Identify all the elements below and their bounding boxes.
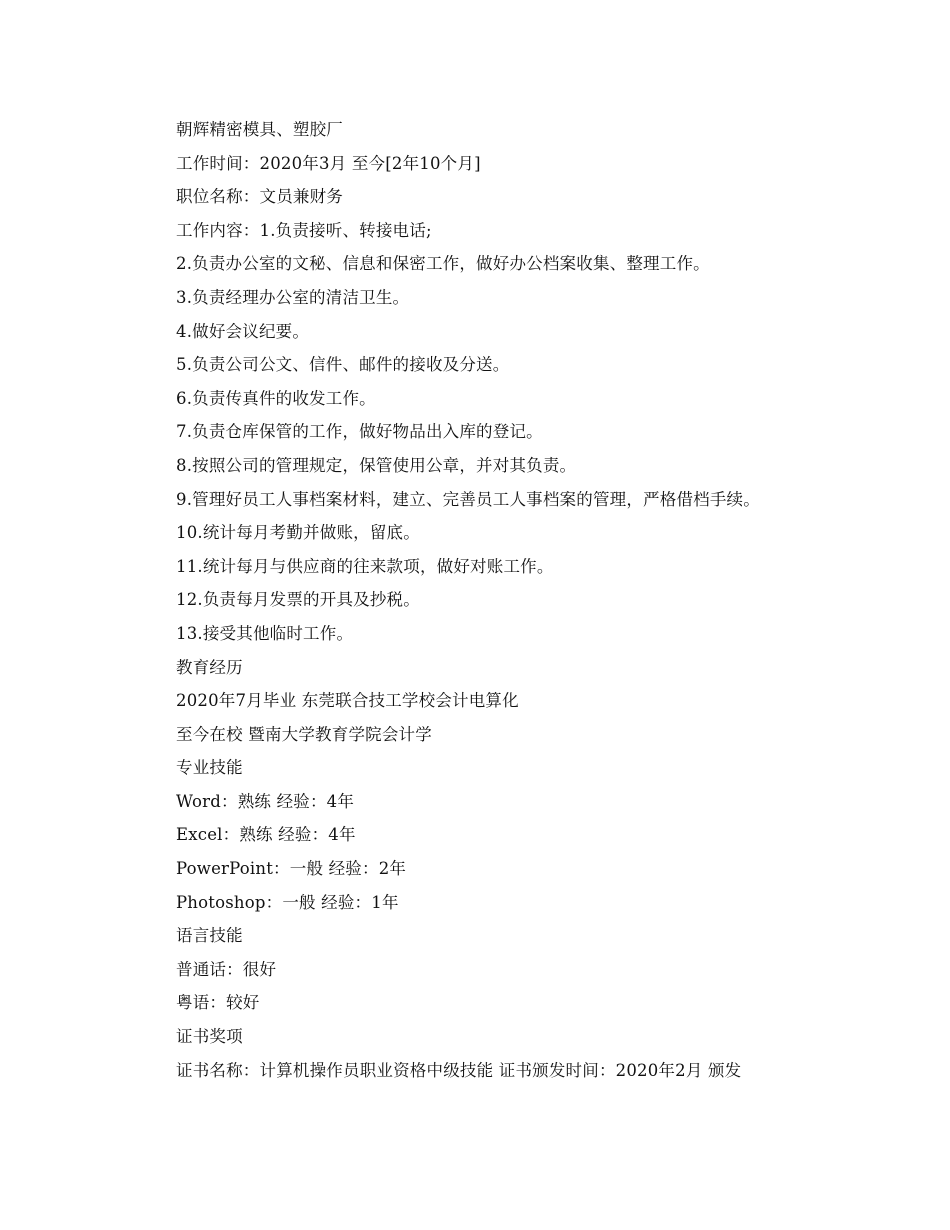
education-item: 2020年7月毕业 东莞联合技工学校会计电算化 [176, 691, 519, 711]
education-item: 至今在校 暨南大学教育学院会计学 [176, 724, 432, 744]
duty-item: 6.负责传真件的收发工作。 [176, 388, 376, 408]
certificate-item: 证书名称：计算机操作员职业资格中级技能 证书颁发时间：2020年2月 颁发 [176, 1060, 742, 1080]
section-heading-education: 教育经历 [176, 657, 243, 677]
section-heading-skills: 专业技能 [176, 758, 243, 778]
duty-item: 2.负责办公室的文秘、信息和保密工作，做好办公档案收集、整理工作。 [176, 254, 710, 274]
duty-item: 8.按照公司的管理规定，保管使用公章，并对其负责。 [176, 455, 577, 475]
duty-item: 9.管理好员工人事档案材料，建立、完善员工人事档案的管理，严格借档手续。 [176, 489, 760, 509]
duty-item: 7.负责仓库保管的工作，做好物品出入库的登记。 [176, 422, 543, 442]
language-item: 普通话：很好 [176, 959, 277, 979]
work-period: 工作时间：2020年3月 至今[2年10个月] [176, 153, 481, 173]
duty-item: 4.做好会议纪要。 [176, 321, 310, 341]
duty-item: 3.负责经理办公室的清洁卫生。 [176, 287, 410, 307]
duty-item: 13.接受其他临时工作。 [176, 623, 354, 643]
duty-item: 11.统计每月与供应商的往来款项，做好对账工作。 [176, 556, 554, 576]
document-body [176, 113, 936, 1087]
duty-item: 12.负责每月发票的开具及抄税。 [176, 590, 420, 610]
section-heading-languages: 语言技能 [176, 926, 243, 946]
job-title: 职位名称：文员兼财务 [176, 187, 343, 207]
skill-item: Excel：熟练 经验：4年 [176, 825, 356, 845]
skill-item: PowerPoint：一般 经验：2年 [176, 859, 407, 879]
duty-item: 工作内容：1.负责接听、转接电话; [176, 220, 432, 240]
skill-item: Word：熟练 经验：4年 [176, 791, 355, 811]
duty-item: 5.负责公司公文、信件、邮件的接收及分送。 [176, 355, 510, 375]
skill-item: Photoshop：一般 经验：1年 [176, 892, 399, 912]
language-item: 粤语：较好 [176, 993, 260, 1013]
section-heading-certificates: 证书奖项 [176, 1027, 243, 1047]
duty-item: 10.统计每月考勤并做账，留底。 [176, 523, 420, 543]
company-name: 朝辉精密模具、塑胶厂 [176, 120, 343, 139]
